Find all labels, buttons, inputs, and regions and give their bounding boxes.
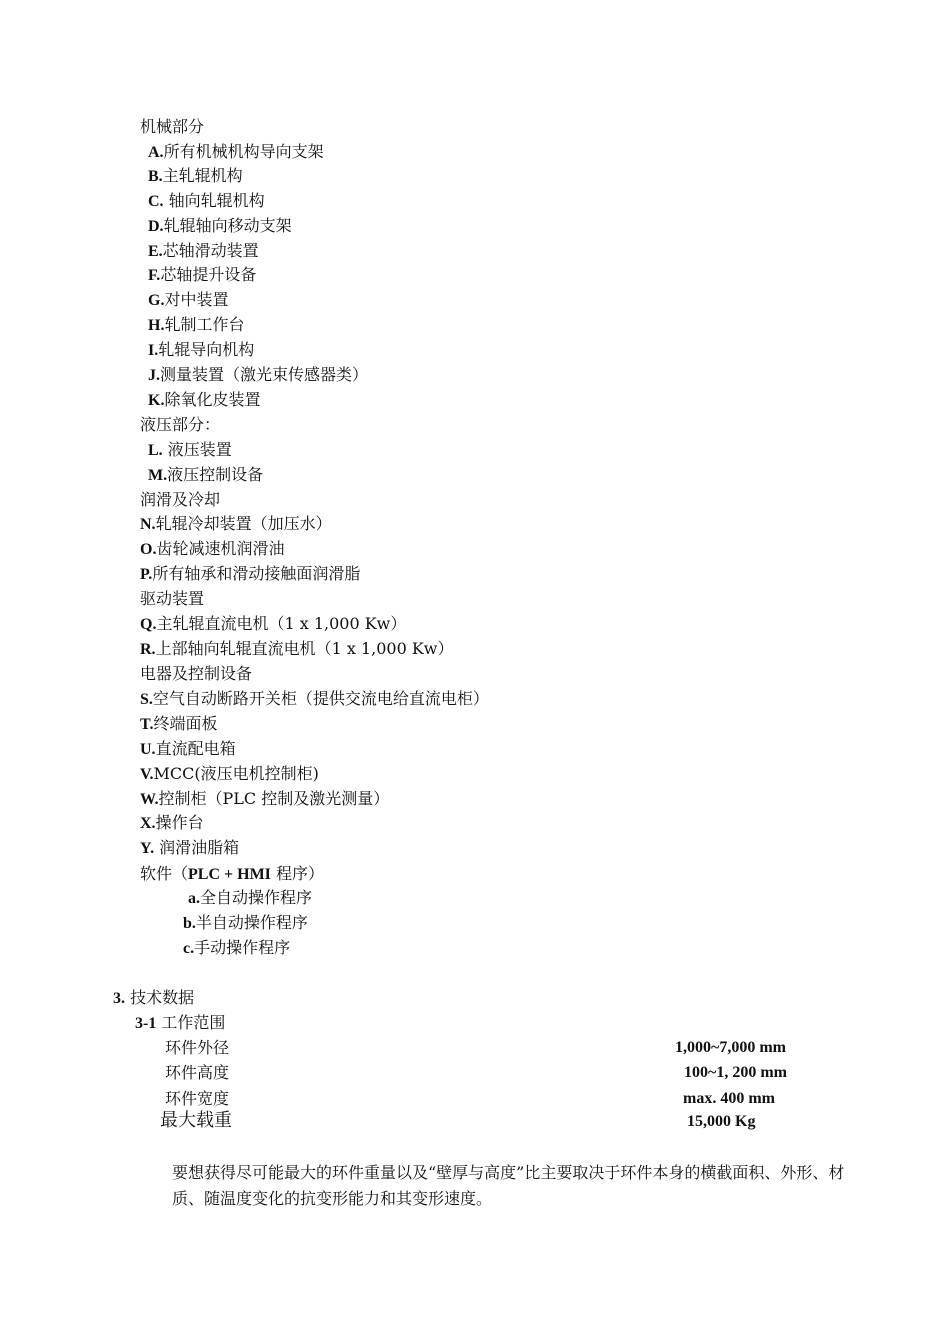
software-bold: PLC + HMI: [188, 866, 271, 883]
list-item: [183, 913, 308, 934]
item-text: 齿轮减速机润滑油: [156, 539, 285, 558]
item-letter: N.: [140, 516, 156, 533]
item-text: 所有轴承和滑动接触面润滑脂: [152, 564, 361, 583]
item-letter: b.: [183, 915, 196, 932]
list-item: [148, 365, 368, 386]
item-text: 芯轴滑动装置: [162, 241, 259, 260]
section-number: 3.: [113, 990, 125, 1007]
spec-value: 15,000 Kg: [687, 1113, 756, 1130]
item-letter: X.: [140, 815, 156, 832]
list-item: [183, 938, 290, 959]
list-item: [140, 639, 453, 660]
item-letter: A.: [148, 144, 164, 161]
item-text: 除氧化皮装置: [164, 390, 261, 409]
list-item: [148, 390, 260, 411]
item-letter: E.: [148, 243, 163, 260]
list-item: [148, 216, 292, 237]
list-item: [140, 739, 236, 760]
list-item: [148, 241, 259, 262]
item-letter: Q.: [140, 616, 157, 633]
item-letter: G.: [148, 292, 165, 309]
section-heading-lubrication: 润滑及冷却: [140, 490, 221, 509]
spec-label: 最大载重: [160, 1110, 232, 1131]
item-letter: K.: [148, 392, 165, 409]
section-heading-hydraulic: 液压部分：: [140, 415, 221, 434]
item-text: 主轧辊机构: [162, 166, 243, 185]
item-text: 全自动操作程序: [200, 888, 313, 907]
item-letter: J.: [148, 367, 160, 384]
software-prefix: 软件（: [140, 864, 189, 883]
item-letter: C.: [148, 193, 164, 210]
item-letter: R.: [140, 641, 156, 658]
item-letter: F.: [148, 267, 161, 284]
list-item: [148, 315, 244, 336]
spec-label: 环件宽度: [165, 1089, 230, 1108]
item-text: 润滑油脂箱: [154, 838, 240, 857]
list-item: [140, 813, 204, 834]
item-letter: Y.: [140, 840, 155, 857]
item-text: 对中装置: [164, 290, 229, 309]
item-text: 终端面板: [153, 714, 218, 733]
item-text: 液压控制设备: [167, 465, 264, 484]
list-item: [140, 764, 319, 785]
list-item: [140, 564, 360, 585]
software-suffix: 程序）: [270, 864, 324, 883]
item-text: 手动操作程序: [194, 938, 291, 957]
item-text: 轴向轧辊机构: [163, 191, 265, 210]
item-text: 轧辊冷却装置（加压水）: [155, 514, 332, 533]
item-text: 主轧辊直流电机（1 x 1,000 Kw）: [156, 614, 407, 633]
item-text: 轧辊轴向移动支架: [163, 216, 292, 235]
list-item: [148, 265, 256, 286]
item-letter: V.: [140, 766, 154, 783]
section-heading-electrical: 电器及控制设备: [140, 664, 253, 683]
subsection-heading: [135, 1013, 225, 1034]
item-letter: S.: [140, 691, 153, 708]
item-text: 所有机械机构导向支架: [163, 142, 324, 161]
item-letter: D.: [148, 218, 164, 235]
item-text: 直流配电箱: [155, 739, 236, 758]
item-text: 上部轴向轧辊直流电机（1 x 1,000 Kw）: [155, 639, 454, 658]
subsection-title: 工作范围: [156, 1013, 226, 1032]
list-item: [148, 465, 263, 486]
item-text: 液压装置: [162, 440, 232, 459]
item-text: MCC(液压电机控制柜): [153, 764, 319, 783]
description-paragraph: 要想获得尽可能最大的环件重量以及“壁厚与高度”比主要取决于环件本身的横截面积、外形、材质、随温度变化的抗变形能力和其变形速度。: [172, 1163, 845, 1208]
item-letter: a.: [188, 890, 200, 907]
list-item: [140, 539, 284, 560]
list-item: [148, 166, 243, 187]
spec-value: 100~1, 200 mm: [684, 1064, 787, 1081]
section-title: 技术数据: [125, 988, 195, 1007]
item-letter: H.: [148, 317, 165, 334]
item-text: 轧辊导向机构: [158, 340, 255, 359]
item-letter: c.: [183, 940, 195, 957]
spec-value: max. 400 mm: [683, 1090, 775, 1107]
spec-label: 环件外径: [165, 1038, 230, 1057]
list-item: [140, 714, 218, 735]
list-item: [148, 440, 232, 461]
item-text: 空气自动断路开关柜（提供交流电给直流电柜）: [152, 689, 489, 708]
item-text: 控制柜（PLC 控制及激光测量）: [158, 789, 390, 808]
list-item: [140, 789, 389, 810]
list-item: [140, 689, 489, 710]
list-item: [148, 142, 324, 163]
list-item: [140, 838, 239, 859]
section-3-heading: [113, 988, 194, 1009]
item-text: 操作台: [155, 813, 204, 832]
item-letter: B.: [148, 168, 163, 185]
section-heading-mechanical: 机械部分: [140, 117, 205, 136]
list-item: [148, 191, 265, 212]
item-letter: U.: [140, 741, 156, 758]
list-item: [148, 290, 228, 311]
spec-label: 环件高度: [165, 1063, 230, 1082]
section-heading-software: [140, 864, 324, 885]
item-letter: W.: [140, 791, 159, 808]
item-text: 轧制工作台: [164, 315, 245, 334]
item-letter: I.: [148, 342, 159, 359]
section-heading-drive: 驱动装置: [140, 589, 205, 608]
list-item: [188, 888, 312, 909]
item-text: 半自动操作程序: [195, 913, 308, 932]
item-text: 芯轴提升设备: [160, 265, 257, 284]
spec-value: 1,000~7,000 mm: [675, 1039, 786, 1056]
list-item: [140, 514, 332, 535]
subsection-number: 3-1: [135, 1015, 157, 1032]
list-item: [148, 340, 254, 361]
item-letter: T.: [140, 716, 154, 733]
list-item: [140, 614, 406, 635]
item-letter: O.: [140, 541, 157, 558]
item-letter: P.: [140, 566, 153, 583]
item-letter: M.: [148, 467, 168, 484]
item-letter: L.: [148, 442, 163, 459]
item-text: 测量装置（激光束传感器类）: [160, 365, 369, 384]
